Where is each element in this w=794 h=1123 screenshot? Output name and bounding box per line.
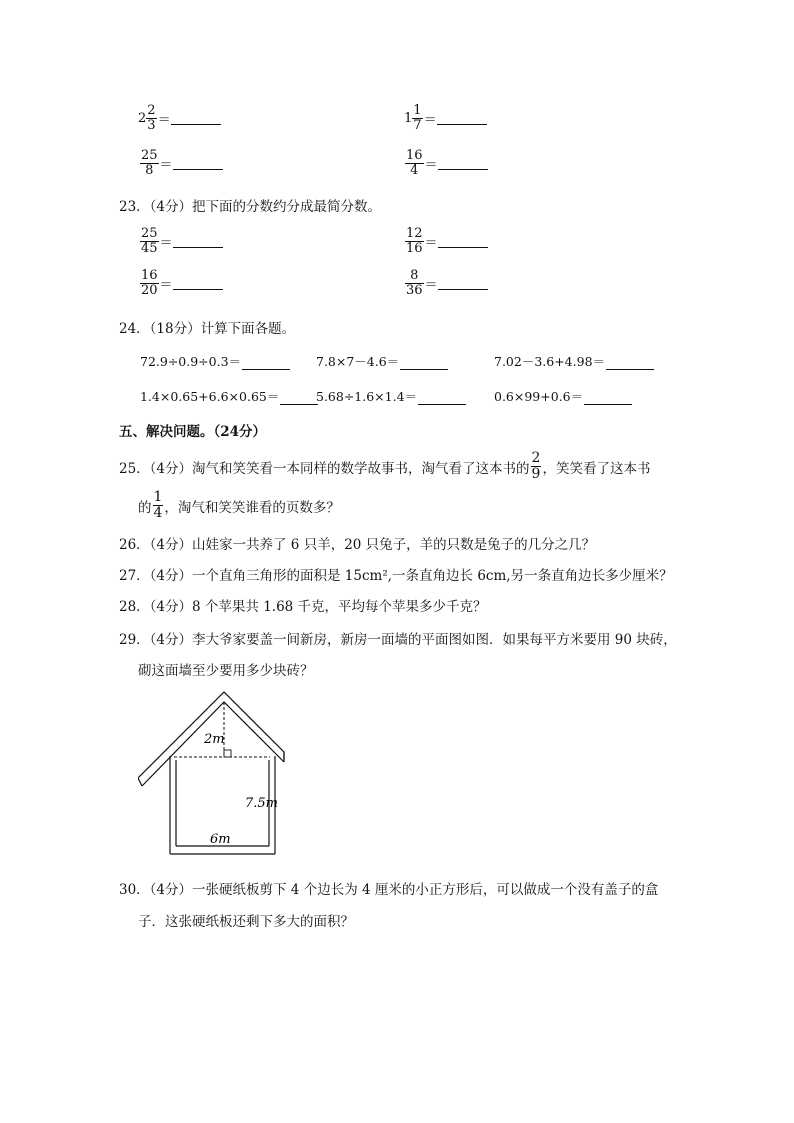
q25-line2: 的 $\frac{1}{4}$ ，淘气和笑笑谁看的页数多？ xyxy=(138,489,340,521)
house-wall-diagram xyxy=(138,690,288,860)
q28-text: 28．（4分）8 个苹果共 1.68 千克，平均每个苹果多少千克？ xyxy=(119,599,487,615)
fraction-16-4: $\frac{16}{4}$ ＝ xyxy=(405,149,488,178)
answer-blank[interactable] xyxy=(400,358,448,370)
fraction: $\frac{8}{36}$ xyxy=(406,268,423,298)
answer-blank[interactable] xyxy=(606,358,654,370)
answer-blank[interactable] xyxy=(418,393,466,405)
q30-line1: 30．（4分）一张硬纸板剪下 4 个边长为 4 厘米的小正方形后，可以做成一个没有盖子的盒 xyxy=(119,882,659,898)
answer-blank[interactable] xyxy=(437,112,487,125)
fraction-25-8: $\frac{25}{8}$ ＝ xyxy=(140,149,223,178)
q24-calc-5: 5.68÷1.6×1.4＝ xyxy=(316,387,466,405)
fraction: $\frac{2}{3}$ xyxy=(147,103,156,133)
q24-calc-1: 72.9÷0.9÷0.3＝ xyxy=(140,352,290,370)
q24-calc-3: 7.02－3.6+4.98＝ xyxy=(494,352,654,370)
fraction: $\frac{12}{16}$ xyxy=(406,226,423,256)
mixed-number-2-2-3: 2 $\frac{2}{3}$ ＝ xyxy=(138,104,221,133)
q24-text: 24．（18分）计算下面各题。 xyxy=(119,321,296,337)
answer-blank[interactable] xyxy=(173,277,223,290)
q24-calc-2: 7.8×7－4.6＝ xyxy=(316,352,448,370)
answer-blank[interactable] xyxy=(173,157,223,170)
q23-item-8-36: $\frac{8}{36}$ ＝ xyxy=(405,269,488,298)
answer-blank[interactable] xyxy=(438,235,488,248)
whole-part: 2 xyxy=(138,111,147,126)
fraction: $\frac{25}{45}$ xyxy=(141,226,158,256)
answer-blank[interactable] xyxy=(438,277,488,290)
q23-text: 23．（4分）把下面的分数约分成最简分数。 xyxy=(119,199,382,215)
section-title: 五、解决问题。（24分） xyxy=(119,424,267,440)
q25-line1: 25．（4分）淘气和笑笑看一本同样的数学故事书，淘气看了这本书的 $\frac{2}{9}$ ，笑笑看了这本书 xyxy=(119,450,651,482)
fraction: $\frac{1}{7}$ xyxy=(413,103,422,133)
mixed-number-1-1-7: 1 $\frac{1}{7}$ ＝ xyxy=(404,104,487,133)
right-angle-mark xyxy=(224,750,231,757)
fraction: $\frac{16}{20}$ xyxy=(141,268,158,298)
q27-text: 27．（4分）一个直角三角形的面积是 15cm²,一条直角边长 6cm,另一条直角边长多少厘米？ xyxy=(119,568,673,584)
q30-line2: 子．这张硬纸板还剩下多大的面积？ xyxy=(138,914,354,930)
q23-item-12-16: $\frac{12}{16}$ ＝ xyxy=(405,227,488,256)
q24-calc-6: 0.6×99+0.6＝ xyxy=(494,387,632,405)
q24-calc-4: 1.4×0.65+6.6×0.65＝ xyxy=(140,387,318,405)
q29-line1: 29．（4分）李大爷家要盖一间新房，新房一面墙的平面图如图．如果每平方米要用 90 块砖， xyxy=(119,632,677,648)
fraction: $\frac{25}{8}$ xyxy=(141,148,158,178)
answer-blank[interactable] xyxy=(438,157,488,170)
answer-blank[interactable] xyxy=(171,112,221,125)
q29-line2: 砌这面墙至少要用多少块砖？ xyxy=(138,663,314,679)
fraction: $\frac{16}{4}$ xyxy=(406,148,423,178)
side-label: 7.5m xyxy=(245,796,279,811)
q26-text: 26．（4分）山娃家一共养了 6 只羊，20 只兔子，羊的只数是兔子的几分之几？ xyxy=(119,537,596,553)
fraction-1-4: $\frac{1}{4}$ xyxy=(153,489,163,521)
q23-item-25-45: $\frac{25}{45}$ ＝ xyxy=(140,227,223,256)
answer-blank[interactable] xyxy=(584,393,632,405)
whole-part: 1 xyxy=(404,111,413,126)
q23-item-16-20: $\frac{16}{20}$ ＝ xyxy=(140,269,223,298)
fraction-2-9: $\frac{2}{9}$ xyxy=(531,450,541,482)
answer-blank[interactable] xyxy=(173,235,223,248)
answer-blank[interactable] xyxy=(280,393,318,405)
answer-blank[interactable] xyxy=(242,358,290,370)
width-label: 6m xyxy=(210,832,231,847)
height-label: 2m xyxy=(204,732,225,747)
